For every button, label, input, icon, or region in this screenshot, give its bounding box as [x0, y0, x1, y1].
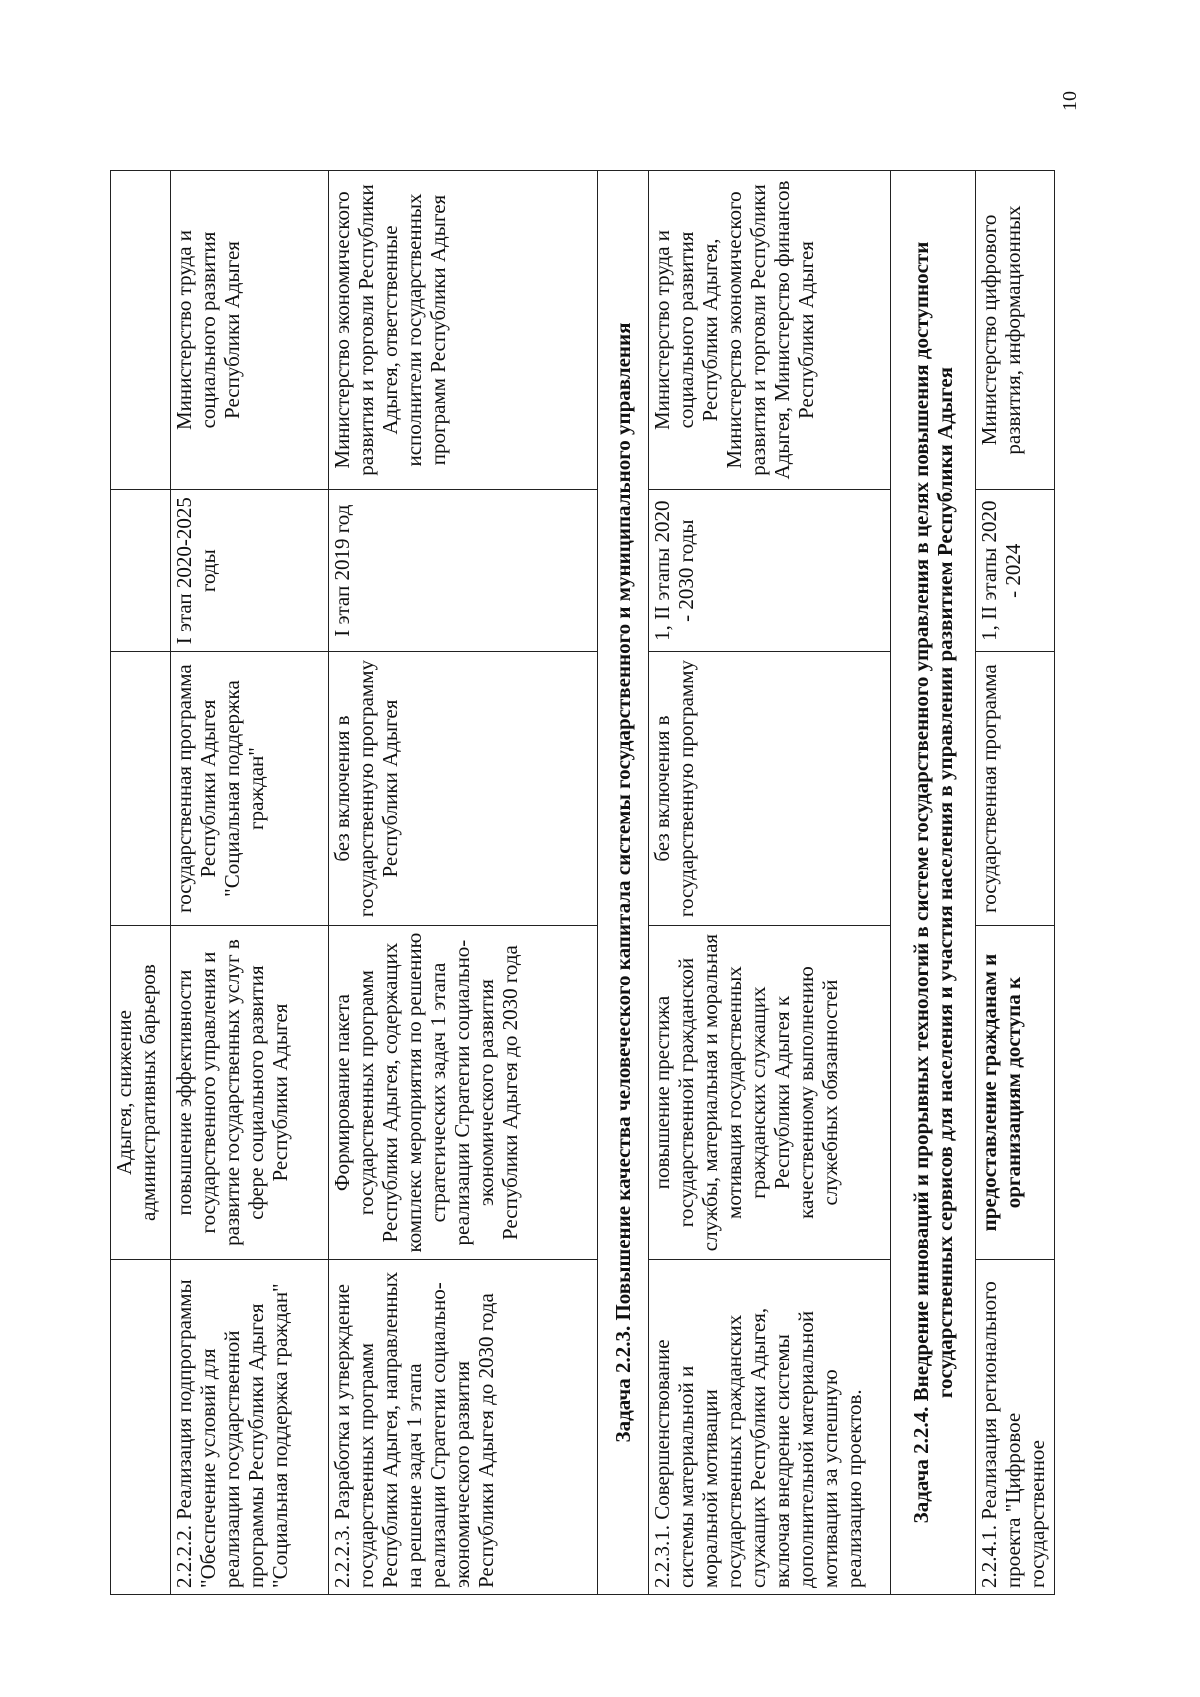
- cell-result: предоставление гражданам и организациям доступа к: [975, 925, 1054, 1260]
- cell-measure: 2.2.4.1. Реализация регионального проекта "Цифровое государственное: [975, 1260, 1054, 1595]
- cell-result: Адыгея, снижение административных барьеров: [111, 925, 171, 1260]
- cell-period: I этап 2019 год: [329, 490, 598, 652]
- page-number: 10: [1058, 91, 1081, 111]
- cell-period: I этап 2020-2025 годы: [171, 490, 329, 652]
- cell-measure: [111, 1260, 171, 1595]
- cell-measure: 2.2.3.1. Совершенствование системы материальной и моральной мотивации государственных гражданских служащих Республики Адыгея, включая внедрение системы дополнительной материальной мотивации за успешную реализацию проектов.: [648, 1260, 891, 1595]
- cell-measure: 2.2.2.3. Разработка и утверждение государственных программ Республики Адыгея, направленных на решение задач 1 этапа реализации Стратегии социально-экономического развития Республики Адыгея до 2030 года: [329, 1260, 598, 1595]
- cell-program: государственная программа: [975, 652, 1054, 925]
- task-row: [598, 171, 649, 1595]
- table-row: [171, 171, 329, 1595]
- task-heading: Задача 2.2.4. Внедрение инноваций и прорывных технологий в системе государственного управления в целях повышения доступности государственных сервисов для населения и участия населения в управлении развитием Республики Адыгея: [891, 171, 975, 1595]
- cell-executor: Министерство труда и социального развития Республики Адыгея, Министерство экономического развития и торговли Республики Адыгея, Министерство финансов Республики Адыгея: [648, 171, 891, 490]
- cell-executor: Министерство труда и социального развития Республики Адыгея: [171, 171, 329, 490]
- cell-period: 1, II этапы 2020 - 2024: [975, 490, 1054, 652]
- table-row: [111, 171, 171, 1595]
- cell-period: [111, 490, 171, 652]
- cell-program: [111, 652, 171, 925]
- cell-measure: 2.2.2.2. Реализация подпрограммы "Обеспечение условий для реализации государственной программы Республики Адыгея "Социальная поддержка граждан": [171, 1260, 329, 1595]
- rotated-table-container: [110, 170, 1055, 1595]
- table-row: [975, 171, 1054, 1595]
- table-row: [648, 171, 891, 1595]
- cell-program: без включения в государственную программу Республики Адыгея: [329, 652, 598, 925]
- cell-executor: [111, 171, 171, 490]
- cell-result: повышение эффективности государственного управления и развитие государственных услуг в сфере социального развития Республики Адыгея: [171, 925, 329, 1260]
- cell-program: без включения в государственную программу: [648, 652, 891, 925]
- cell-result: повышение престижа государственной гражданской службы, материальная и моральная мотивация государственных гражданских служащих Республики Адыгея к качественному выполнению служебных обязанностей: [648, 925, 891, 1260]
- cell-program: государственная программа Республики Адыгея "Социальная поддержка граждан": [171, 652, 329, 925]
- cell-result: Формирование пакета государственных программ Республики Адыгея, содержащих комплекс мероприятия по решению стратегических задач 1 этапа реализации Стратегии социально-экономического развития Республики Адыгея до 2030 года: [329, 925, 598, 1260]
- measures-table: [110, 170, 1055, 1595]
- cell-executor: Министерство цифрового развития, информационных: [975, 171, 1054, 490]
- task-heading: Задача 2.2.3. Повышение качества человеческого капитала системы государственного и муниципального управления: [598, 171, 649, 1595]
- task-row: [891, 171, 975, 1595]
- cell-executor: Министерство экономического развития и торговли Республики Адыгея, ответственные исполнители государственных программ Республики Адыгея: [329, 171, 598, 490]
- table-row: [329, 171, 598, 1595]
- cell-period: 1, II этапы 2020 - 2030 годы: [648, 490, 891, 652]
